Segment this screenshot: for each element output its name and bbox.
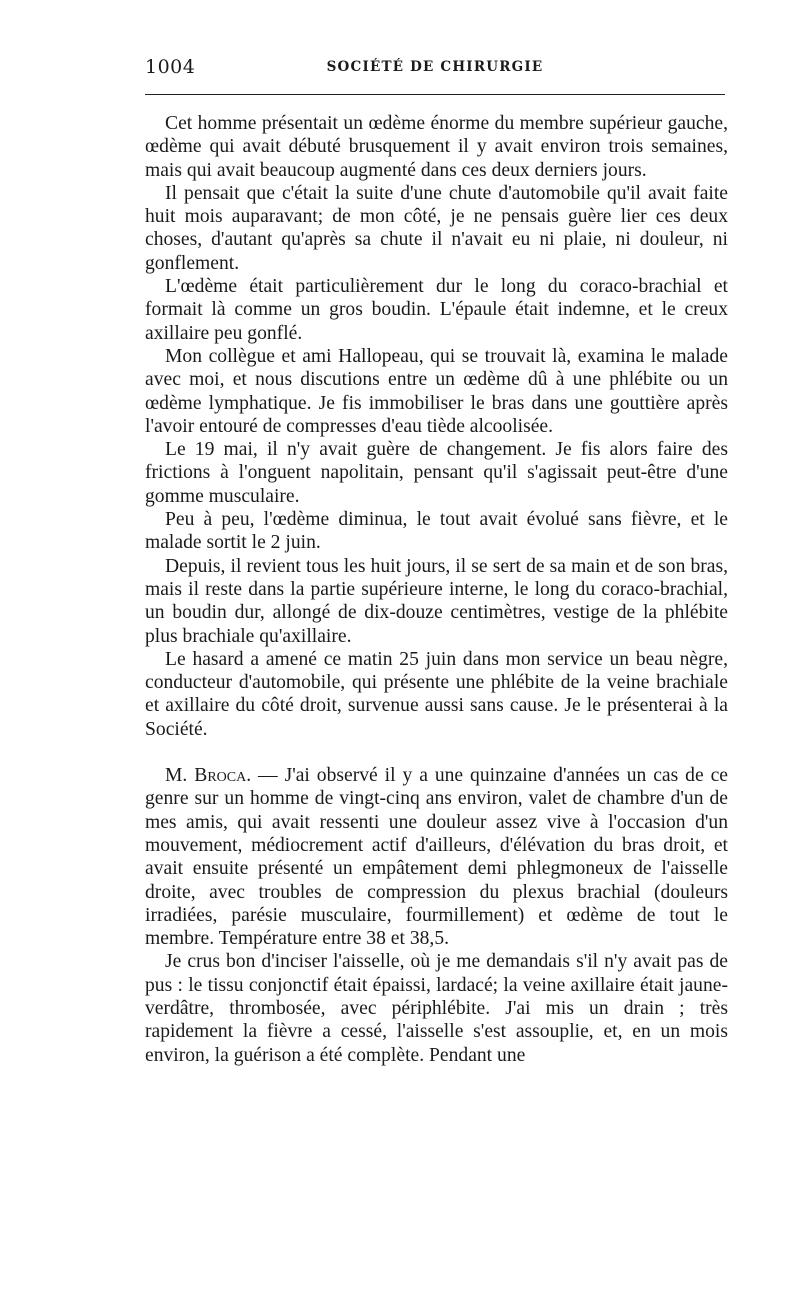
running-title: SOCIÉTÉ DE CHIRURGIE — [326, 59, 544, 75]
page-header — [145, 56, 725, 86]
section-spacer — [145, 741, 728, 764]
paragraph: Mon collègue et ami Hallopeau, qui se trouvait là, examina le malade avec moi, et nous discutions entre un œdème dû à une phlébite ou un œdème lymphatique. Je fis immobiliser le bras dans une gouttière après l'avoir entouré de compresses d'eau tiède alcoolisée. — [145, 345, 728, 437]
broca-paragraph — [145, 764, 728, 950]
paragraph: Je crus bon d'inciser l'aisselle, où je me demandais s'il n'y avait pas de pus : le tissu conjonctif était épaissi, lardacé; la veine axillaire était jaune-verdâtre, thrombosée, avec périphlébite. J'ai mis un drain ; très rapidement la fièvre a cessé, l'aisselle s'est assouplie, et, en un mois environ, la guérison a été complète. Pendant une — [145, 951, 728, 1066]
paragraph: Depuis, il revient tous les huit jours, il se sert de sa main et de son bras, mais il reste dans la partie supérieure interne, le long du coraco-brachial, un boudin dur, allongé de dix-douze centimètres, vestige de la phlébite plus brachiale qu'axillaire. — [145, 555, 728, 647]
paragraph: Le 19 mai, il n'y avait guère de changement. Je fis alors faire des frictions à l'onguent napolitain, pensant qu'il s'agissait peut-être d'une gomme musculaire. — [145, 439, 728, 507]
paragraph: Peu à peu, l'œdème diminua, le tout avait évolué sans fièvre, et le malade sortit le 2 juin. — [145, 509, 728, 554]
header-rule — [145, 94, 725, 95]
paragraph: L'œdème était particulièrement dur le long du coraco-brachial et formait là comme un gros boudin. L'épaule était indemne, et le creux axillaire peu gonflé. — [145, 276, 728, 344]
paragraph: Le hasard a amené ce matin 25 juin dans mon service un beau nègre, conducteur d'automobile, qui présente une phlébite de la veine brachiale et axillaire du côté droit, survenue aussi sans cause. Je le présenterai à la Société. — [145, 648, 728, 740]
paragraph: Cet homme présentait un œdème énorme du membre supérieur gauche, œdème qui avait débuté brusquement il y avait environ trois semaines, mais qui avait beaucoup augmenté dans ces deux derniers jours. — [145, 113, 728, 181]
page-number: 1004 — [145, 56, 196, 78]
speaker-name: M. Broca. — [165, 765, 252, 787]
body-text — [145, 112, 728, 1067]
broca-text: — J'ai observé il y a une quinzaine d'années un cas de ce genre sur un homme de vingt-cinq ans environ, valet de chambre d'un de mes amis, qui avait ressenti une douleur assez vive à l'occasion d'un mouvement, médiocrement actif d'ailleurs, d'élévation du bras droit, et avait ensuite présenté un empâtement demi phlegmoneux de l'aisselle droite, avec troubles de compression du plexus brachial (douleurs irradiées, parésie musculaire, fourmillement) et œdème de tout le membre. Température entre 38 et 38,5. — [145, 765, 728, 950]
paragraph: Il pensait que c'était la suite d'une chute d'automobile qu'il avait faite huit mois auparavant; de mon côté, je ne pensais guère lier ces deux choses, d'autant qu'après sa chute il n'avait eu ni plaie, ni douleur, ni gonflement. — [145, 182, 728, 274]
